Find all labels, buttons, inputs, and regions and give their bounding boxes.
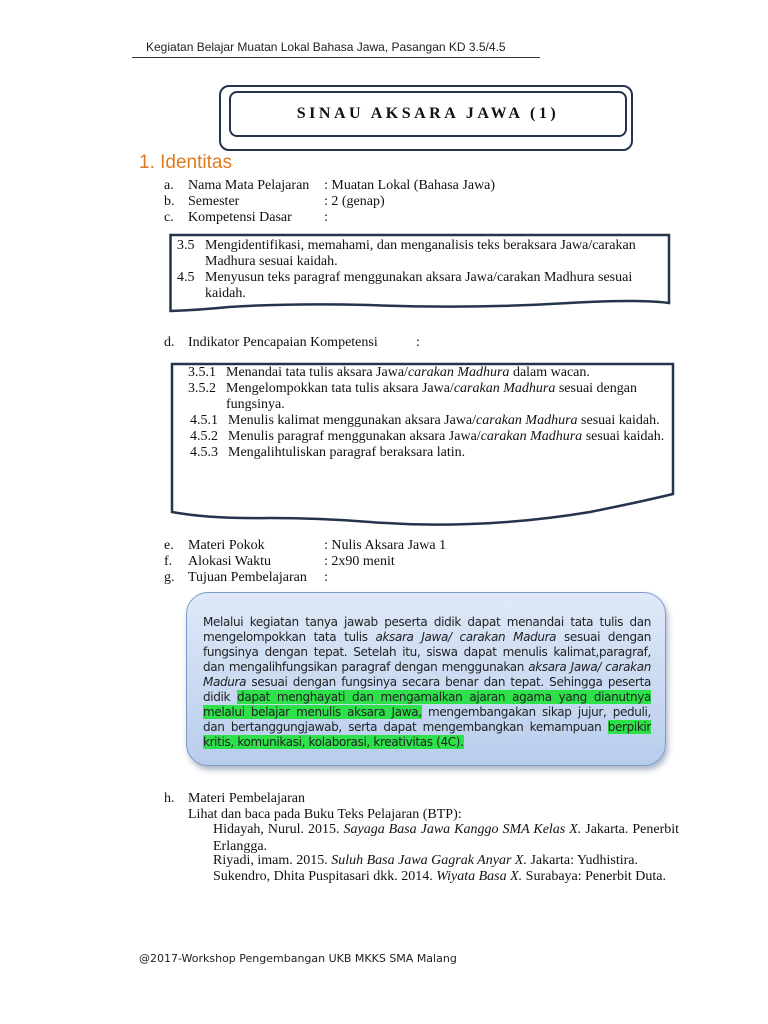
identity-label: Alokasi Waktu (188, 554, 271, 569)
indicator-number: 4.5.1 (190, 413, 218, 428)
identity-letter: c. (164, 210, 174, 225)
reference-item (213, 822, 679, 855)
identity-value: : Nulis Aksara Jawa 1 (324, 538, 447, 553)
identity-label: Tujuan Pembelajaran (188, 570, 307, 585)
identity-letter: e. (164, 538, 174, 553)
reference-publisher: Jakarta: Yudhistira. (526, 853, 639, 868)
indicator-item (188, 365, 673, 381)
indicator-text-part: dalam wacan. (509, 365, 590, 380)
indicator-text-part: sesuai kaidah. (582, 429, 665, 444)
indicator-text-italic: carakan Madhura (453, 381, 556, 396)
reference-author: Hidayah, Nurul. 2015. (213, 822, 344, 837)
goal-text-part: Melalui kegiatan tanya jawab peserta didik dapat menandai tata tulis dan mengelompokkan tata tulis (203, 615, 651, 644)
section-title: 1. Identitas (139, 152, 232, 173)
page-footer: @2017-Workshop Pengembangan UKB MKKS SMA Malang (139, 952, 457, 965)
indicator-text (228, 445, 465, 461)
indicator-text-part: sesuai kaidah. (577, 413, 660, 428)
identity-value: : 2x90 menit (324, 554, 395, 569)
indicator-text-italic: carakan Madhura (480, 429, 583, 444)
reference-publisher: Jakarta. Penerbit Erlangga. (213, 822, 680, 854)
goal-highlight: dapat menghayati dan mengamalkan ajaran agama yang dianutnya melalui belajar menulis aksara Jawa, (203, 690, 651, 719)
indicator-text (226, 381, 673, 413)
identity-value: : Muatan Lokal (Bahasa Jawa) (324, 178, 496, 193)
identity-value: : (324, 570, 328, 585)
goal-text-part: mengembangakan sikap jujur, peduli, dan bertanggungjawab, serta dapat mengembangkan kemampuan (203, 705, 651, 734)
indicator-text-italic: carakan Madhura (476, 413, 578, 428)
identity-value: : 2 (genap) (324, 194, 385, 209)
identity-label: Materi Pokok (188, 538, 265, 553)
identity-letter: b. (164, 194, 175, 209)
indicator-text-italic: carakan Madhura (407, 365, 510, 380)
indicator-number: 4.5.3 (190, 445, 218, 460)
materials-label: Materi Pembelajaran (188, 791, 306, 806)
competency-item (177, 270, 672, 302)
competency-list (177, 238, 672, 302)
materials-heading (164, 791, 305, 807)
header-divider (132, 57, 540, 58)
reference-title: Sayaga Basa Jawa Kanggo SMA Kelas X. (343, 822, 582, 837)
identity-value: : (324, 210, 328, 225)
identity-row-a (164, 178, 495, 194)
identity-row-e (164, 538, 446, 554)
title-frame (229, 91, 627, 137)
reference-title: Suluh Basa Jawa Gagrak Anyar X. (331, 853, 527, 868)
identity-row-c (164, 210, 328, 226)
identity-letter: g. (164, 570, 175, 585)
indicator-number: 4.5.2 (190, 429, 218, 444)
page-header: Kegiatan Belajar Muatan Lokal Bahasa Jawa, Pasangan KD 3.5/4.5 (146, 40, 506, 54)
reference-author: Sukendro, Dhita Puspitasari dkk. 2014. (213, 869, 437, 884)
competency-number: 3.5 (177, 238, 195, 253)
indicator-item (190, 429, 673, 445)
competency-text: Menyusun teks paragraf menggunakan aksara Jawa/carakan Madhura sesuai kaidah. (205, 270, 633, 301)
indicator-text-part: Mengalihtuliskan paragraf beraksara latin. (228, 445, 466, 460)
materials-letter: h. (164, 791, 175, 806)
indicator-text-part: sesuai dengan fungsinya. (226, 381, 637, 412)
indicator-item (190, 413, 673, 429)
identity-row-g (164, 570, 328, 586)
indicator-text-part: Menulis paragraf menggunakan aksara Jawa/ (228, 429, 481, 444)
goal-text-part: sesuai dengan fungsinya secara benar dan tepat. Sehingga peserta didik (203, 675, 651, 704)
reference-publisher: Surabaya: Penerbit Duta. (522, 869, 667, 884)
indicator-label: Indikator Pencapaian Kompetensi (188, 335, 378, 350)
indicator-text (228, 429, 664, 445)
goal-text-italic: aksara Jawa/ carakan Madura (375, 630, 557, 644)
indicator-box (170, 362, 675, 530)
indicator-text-part: Menandai tata tulis aksara Jawa/ (226, 365, 408, 380)
identity-row-b (164, 194, 385, 210)
competency-number: 4.5 (177, 270, 195, 285)
goal-text-italic: aksara Jawa/ carakan Madura (203, 660, 652, 689)
competency-item (177, 238, 672, 270)
identity-letter: a. (164, 178, 174, 193)
indicator-item (190, 445, 673, 461)
reference-author: Riyadi, imam. 2015. (213, 853, 332, 868)
reference-item (213, 853, 679, 870)
goal-text-part: sesuai dengan fungsinya dengan tepat. Setelah itu, siswa dapat menulis kalimat,paragraf, dan mengalihfungsikan paragraf dengan menggunakan (203, 630, 652, 674)
indicator-item (188, 381, 673, 413)
learning-goal-box (186, 592, 666, 766)
indicator-number: 3.5.1 (188, 365, 216, 380)
identity-row-f (164, 554, 395, 570)
reference-title: Wiyata Basa X. (436, 869, 523, 884)
learning-goal-text (203, 615, 651, 750)
reference-item (213, 869, 679, 886)
competency-text: Mengidentifikasi, memahami, dan menganalisis teks beraksara Jawa/carakan Madhura sesuai kaidah. (205, 238, 636, 269)
identity-label: Semester (188, 194, 240, 209)
indicator-text (228, 413, 660, 429)
indicator-list (188, 365, 673, 461)
indicator-text-part: Mengelompokkan tata tulis aksara Jawa/ (226, 381, 454, 396)
identity-label: Kompetensi Dasar (188, 210, 292, 225)
page-title: SINAU AKSARA JAWA (1) (296, 105, 560, 122)
indicator-colon: : (416, 335, 420, 350)
competency-box (169, 233, 669, 313)
indicator-number: 3.5.2 (188, 381, 216, 396)
indicator-heading (164, 335, 420, 351)
indicator-text (226, 365, 590, 381)
indicator-text-part: Menulis kalimat menggunakan aksara Jawa/ (228, 413, 477, 428)
materials-intro: Lihat dan baca pada Buku Teks Pelajaran (BTP): (188, 807, 462, 822)
indicator-letter: d. (164, 335, 175, 350)
goal-highlight: berpikir kritis, komunikasi, kolaborasi, kreativitas (4C). (203, 720, 651, 749)
identity-letter: f. (164, 554, 173, 569)
identity-label: Nama Mata Pelajaran (188, 178, 310, 193)
